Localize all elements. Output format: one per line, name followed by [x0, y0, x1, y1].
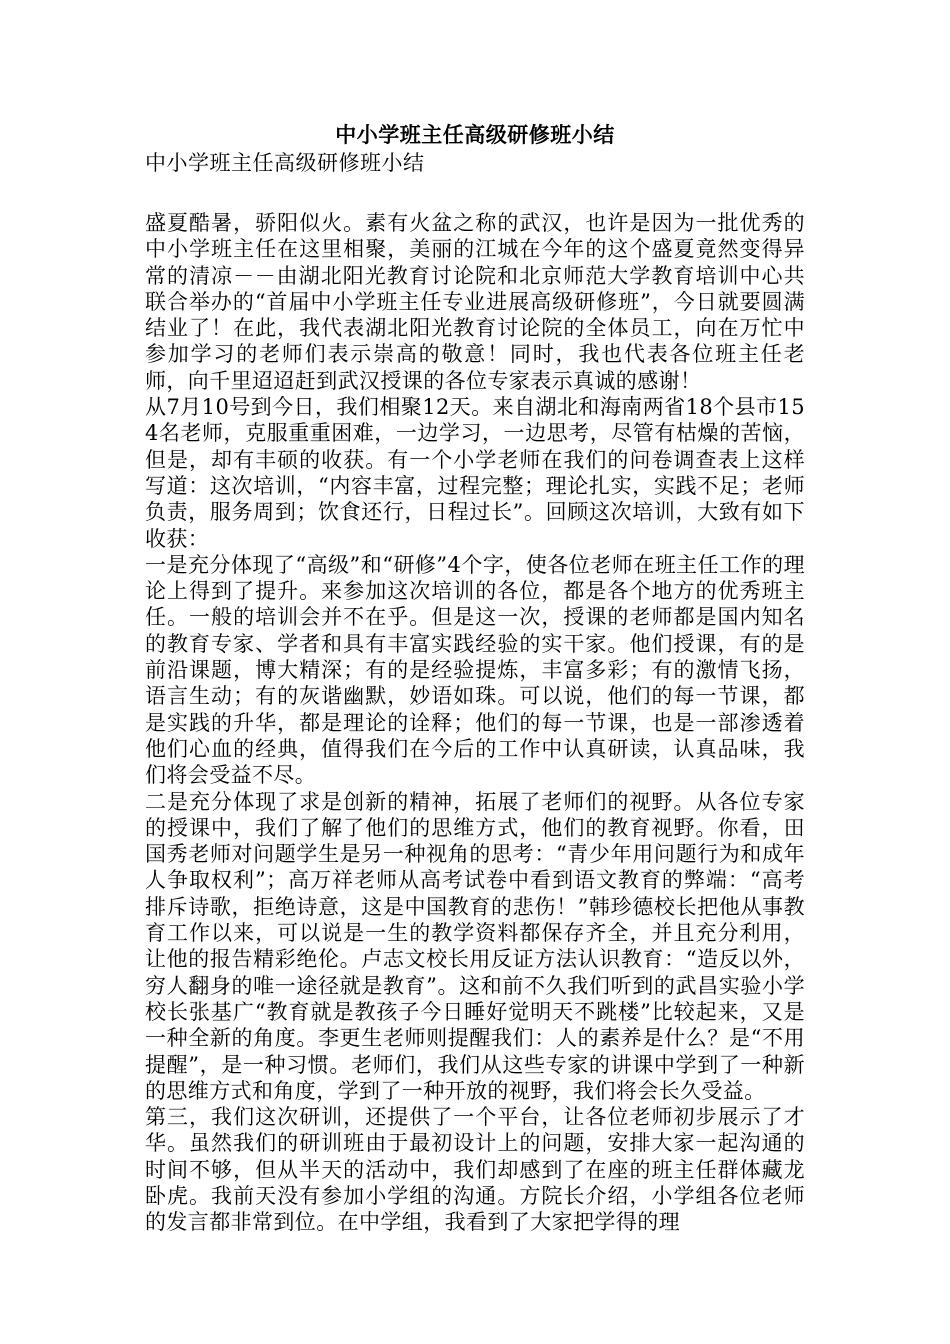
- paragraph-opening: 盛夏酷暑，骄阳似火。素有火盆之称的武汉，也许是因为一批优秀的中小学班主任在这里相聚，美丽的江城在今年的这个盛夏竟然变得异常的清凉－－由湖北阳光教育讨论院和北京师范大学教育培训中心共联合举办的“首届中小学班主任专业进展高级研修班”，今日就要圆满结业了！在此，我代表湖北阳光教育讨论院的全体员工，向在万忙中参加学习的老师们表示崇高的敬意！同时，我也代表各位班主任老师，向千里迢迢赶到武汉授课的各位专家表示真诚的感谢！: [145, 211, 805, 393]
- document-title: 中小学班主任高级研修班小结: [335, 122, 615, 147]
- paragraph-gain-one: 一是充分体现了“高级”和“研修”4个字，使各位老师在班主任工作的理论上得到了提升。来参加这次培训的各位，都是各个地方的优秀班主任。一般的培训会并不在乎。但是这一次，授课的老师都是国内知名的教育专家、学者和具有丰富实践经验的实干家。他们授课，有的是前沿课题，博大精深；有的是经验提炼，丰富多彩；有的激情飞扬，语言生动；有的灰谐幽默，妙语如珠。可以说，他们的每一节课，都是实践的升华，都是理论的诠释；他们的每一节课，也是一部渗透着他们心血的经典，值得我们在今后的工作中认真研读，认真品味，我们将会受益不尽。: [145, 552, 805, 788]
- paragraph-overview: 从7月10号到今日，我们相聚12天。来自湖北和海南两省18个县市154名老师，克服重重困难，一边学习，一边思考，尽管有枯燥的苦恼，但是，却有丰硕的收获。有一个小学老师在我们的问卷调查表上这样写道：这次培训，“内容丰富，过程完整；理论扎实，实践不足；老师负责，服务周到；饮食还行，日程过长”。回顾这次培训，大致有如下收获：: [145, 395, 805, 551]
- blank-line: [145, 176, 805, 210]
- document-page: [145, 120, 805, 1236]
- paragraph-gain-two: 二是充分体现了求是创新的精神，拓展了老师们的视野。从各位专家的授课中，我们了解了他们的思维方式，他们的教育视野。你看，田国秀老师对问题学生是另一种视角的思考：“青少年用问题行为和成年人争取权利”；高万祥老师从高考试卷中看到语文教育的弊端：“高考排斥诗歌，拒绝诗意，这是中国教育的悲伤！”韩珍德校长把他从事教育工作以来，可以说是一生的教学资料都保存齐全，并且充分利用，让他的报告精彩绝伦。卢志文校长用反证方法认识教育：“造反以外，穷人翻身的唯一途径就是教育”。这和前不久我们听到的武昌实验小学校长张基广“教育就是教孩子今日睡好觉明天不跳楼”比较起来，又是一种全新的角度。李更生老师则提醒我们：人的素养是什么？是“不用提醒”，是一种习惯。老师们，我们从这些专家的讲课中学到了一种新的思维方式和角度，学到了一种开放的视野，我们将会长久受益。: [145, 789, 805, 1103]
- paragraph-gain-three: 第三，我们这次研训，还提供了一个平台，让各位老师初步展示了才华。虽然我们的研训班由于最初设计上的问题，安排大家一起沟通的时间不够，但从半天的活动中，我们却感到了在座的班主任群体藏龙卧虎。我前天没有参加小学组的沟通。方院长介绍，小学组各位老师的发言都非常到位。在中学组，我看到了大家把学得的理: [145, 1105, 805, 1235]
- document-subtitle: 中小学班主任高级研修班小结: [145, 151, 425, 175]
